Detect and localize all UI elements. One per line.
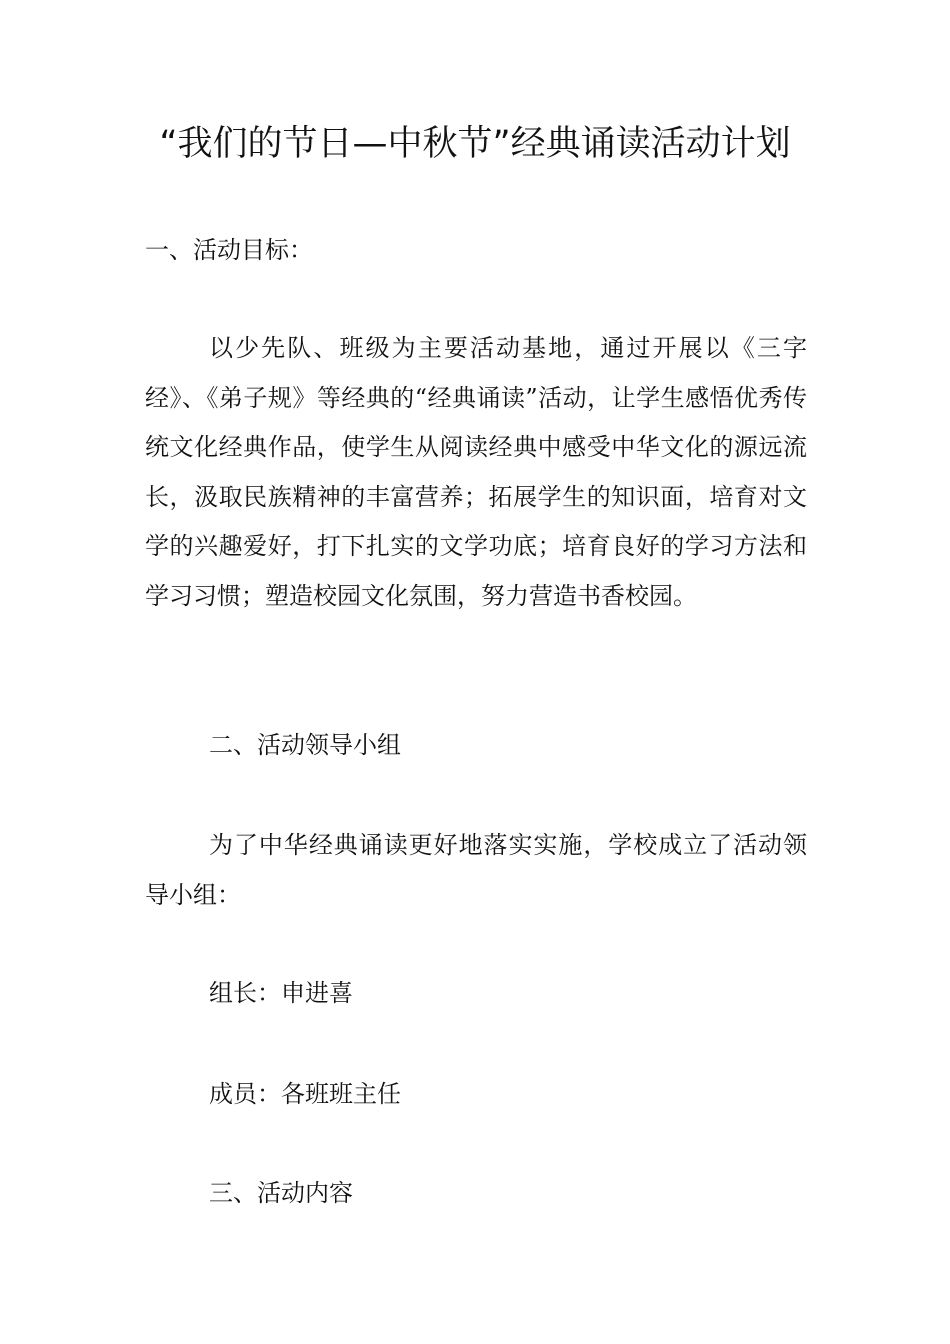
document-title: “我们的节日—中秋节”经典诵读活动计划 xyxy=(159,124,791,164)
goals-paragraph: 以少先队、班级为主要活动基地，通过开展以《三字经》、《弟子规》等经典的“经典诵读”活动，让学生感悟优秀传统文化经典作品，使学生从阅读经典中感受中华文化的源远流长，汲取民族精神的丰富营养；拓展学生的知识面，培育对文学的兴趣爱好，打下扎实的文学功底；培育良好的学习方法和学习习惯；塑造校园文化氛围，努力营造书香校园。 xyxy=(145,334,807,610)
section-heading-content: 三、活动内容 xyxy=(209,1179,353,1207)
members-line: 成员：各班班主任 xyxy=(209,1080,401,1108)
leader-line: 组长：申进喜 xyxy=(209,979,353,1007)
section-heading-goals: 一、活动目标： xyxy=(145,236,313,264)
leadership-paragraph: 为了中华经典诵读更好地落实实施，学校成立了活动领导小组： xyxy=(145,831,807,909)
section-heading-leadership: 二、活动领导小组 xyxy=(209,731,401,759)
